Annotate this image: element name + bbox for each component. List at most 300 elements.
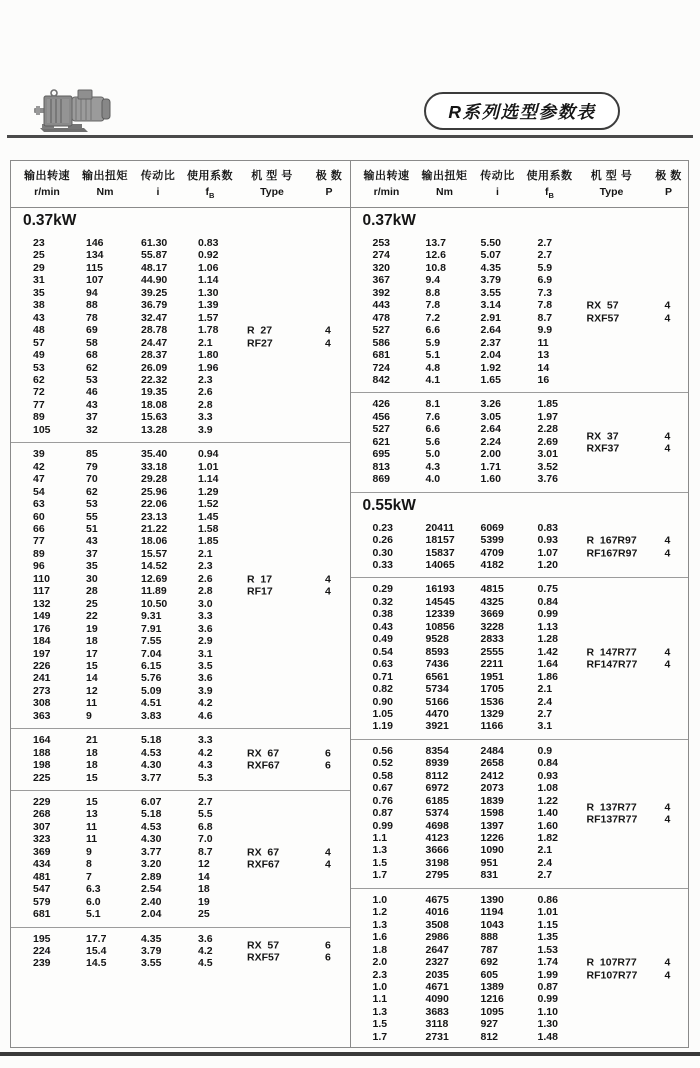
cell-service-factor: 1.40 [537,807,558,820]
cell-service-factor: 3.3 [198,411,213,424]
cell-output-speed: 586 [372,336,391,349]
cell-output-torque: 85 [86,448,98,461]
cell-output-speed: 53 [33,361,45,374]
section-heading: 0.55kW [362,496,416,514]
cell-output-torque: 10.8 [425,261,446,274]
table-row [11,473,350,485]
cell-ratio: 5.76 [141,672,162,685]
cell-service-factor: 2.3 [198,373,213,386]
cell-ratio: 927 [480,1018,499,1031]
cell-ratio: 3.20 [141,858,162,871]
table-header [11,161,688,208]
cell-ratio: 951 [480,856,499,869]
table-row [351,708,689,720]
cell-output-torque: 14065 [425,558,455,571]
cell-ratio: 2.00 [480,448,501,461]
cell-ratio: 6.07 [141,796,162,809]
cell-output-torque: 107 [86,274,104,287]
cell-service-factor: 3.6 [198,672,213,685]
cell-ratio: 2484 [480,744,504,757]
type-line [587,534,690,547]
cell-ratio: 18.08 [141,398,168,411]
type-designation: RF147R77 [586,658,638,671]
table-row [11,461,350,473]
cell-service-factor: 0.9 [537,744,553,757]
table-row [351,249,689,261]
table-row [11,362,350,374]
table-row [351,1031,689,1043]
cell-output-torque: 58 [86,336,98,349]
data-block [351,393,689,492]
cell-service-factor: 11 [537,336,549,349]
cell-output-speed: 273 [33,684,51,697]
cell-ratio: 4.51 [141,697,162,710]
cell-output-torque: 35 [86,560,98,573]
header-label-en: i [156,186,160,199]
cell-service-factor: 1.22 [537,794,558,807]
cell-output-speed: 117 [33,585,50,598]
type-designation: R 17 [247,573,273,586]
data-block [351,578,689,739]
cell-service-factor: 2.28 [537,423,558,436]
cell-ratio: 2.24 [480,435,501,448]
type-line [587,814,690,827]
table-row [11,697,350,709]
pole-number: 4 [664,658,671,671]
section-heading: 0.37kW [23,212,77,229]
cell-ratio: 1194 [480,906,504,919]
cell-output-speed: 29 [33,261,45,274]
cell-output-torque: 8354 [425,744,449,757]
cell-output-torque: 12339 [425,608,455,621]
table-row [11,883,350,895]
cell-output-torque: 15 [86,659,98,672]
pole-number: 4 [325,585,331,598]
table-row [351,362,689,374]
cell-output-torque: 2986 [425,931,449,944]
cell-service-factor: 2.4 [537,695,553,708]
type-designation: RXF67 [247,858,280,871]
cell-output-torque: 6.6 [425,324,441,337]
table-row [351,324,689,336]
table-row [351,931,689,943]
table-row [351,583,689,595]
cell-ratio: 1216 [480,993,504,1006]
cell-service-factor: 4.2 [198,945,213,958]
cell-output-speed: 1.3 [372,1005,388,1018]
cell-service-factor: 1.74 [537,956,558,969]
cell-ratio: 3669 [480,608,504,621]
pole-number: 4 [325,573,331,586]
cell-ratio: 5.18 [141,734,162,747]
cell-output-speed: 110 [33,572,50,585]
cell-ratio: 2.91 [480,311,501,324]
cell-ratio: 3.83 [141,709,162,722]
cell-ratio: 2.37 [480,336,501,349]
cell-ratio: 4.35 [141,932,162,945]
table-row [351,757,689,769]
cell-output-speed: 0.29 [372,583,393,596]
cell-output-torque: 28 [86,585,98,598]
cell-output-torque: 2731 [425,1030,449,1043]
table-row [11,237,350,249]
table-row [351,857,689,869]
type-designation: RF17 [247,585,273,598]
cell-output-speed: 0.38 [372,608,393,621]
cell-output-torque: 9.4 [425,274,441,287]
cell-output-speed: 63 [33,498,45,511]
type-designation: RXF57 [586,312,620,325]
cell-service-factor: 9.9 [537,324,553,337]
cell-output-speed: 0.33 [372,558,393,571]
cell-output-speed: 239 [33,957,51,970]
cell-service-factor: 0.86 [537,893,558,906]
header-label-en: Type [260,186,284,199]
table-row [11,411,350,423]
cell-output-torque: 8.8 [425,286,441,299]
table-row [351,770,689,782]
cell-output-torque: 13 [86,808,98,821]
cell-service-factor: 1.80 [198,349,219,362]
table-row [11,610,350,622]
table-row [11,734,350,746]
cell-service-factor: 0.83 [198,237,219,249]
cell-ratio: 3.05 [480,410,501,423]
type-designation: RX 37 [586,429,619,442]
type-designation: RX 67 [247,846,280,859]
cell-service-factor: 2.1 [198,336,213,349]
cell-output-torque: 8593 [425,645,449,658]
cell-ratio: 3228 [480,620,504,633]
cell-output-torque: 5166 [425,695,449,708]
cell-service-factor: 0.87 [537,981,558,994]
cell-ratio: 812 [480,1030,499,1043]
table-row [11,249,350,261]
cell-output-speed: 268 [33,808,51,821]
type-designation: R 27 [247,324,273,337]
pole-number: 4 [664,646,671,659]
cell-output-torque: 4470 [425,707,449,720]
cell-output-speed: 176 [33,622,51,635]
cell-service-factor: 0.99 [537,608,558,621]
cell-ratio: 4182 [480,558,504,571]
cell-output-torque: 15 [86,796,98,809]
cell-output-speed: 434 [33,858,51,871]
cell-ratio: 2211 [480,658,504,671]
table-row [11,623,350,635]
type-line [247,747,355,760]
cell-service-factor: 1.10 [537,1005,558,1018]
cell-service-factor: 3.5 [198,659,213,672]
cell-service-factor: 4.3 [198,759,213,772]
cell-output-torque: 14 [86,672,98,685]
cell-output-speed: 308 [33,697,51,710]
cell-output-speed: 392 [372,286,391,299]
table-row [351,844,689,856]
pole-number: 4 [664,442,671,455]
cell-output-torque: 15 [86,771,98,784]
cell-ratio: 25.96 [141,485,168,498]
type-designation: RF27 [247,337,273,350]
cell-service-factor: 0.93 [537,769,558,782]
table-row [351,461,689,473]
cell-service-factor: 2.7 [537,869,553,882]
cell-output-speed: 184 [33,635,51,648]
cell-output-speed: 0.43 [372,620,393,633]
header-label-cn: 传动比 [480,170,515,183]
cell-ratio: 2658 [480,757,504,770]
cell-output-torque: 12 [86,684,98,697]
cell-service-factor: 0.83 [537,521,558,534]
header-label-en: Type [599,186,624,199]
cell-output-speed: 456 [372,410,391,423]
cell-output-speed: 241 [33,672,51,685]
table-row [11,424,350,436]
cell-output-torque: 8 [86,858,92,871]
table-row [351,894,689,906]
cell-ratio: 2833 [480,633,504,646]
cell-output-torque: 4.8 [425,361,441,374]
type-line [247,939,355,952]
cell-ratio: 4.53 [141,820,162,833]
header-label-cn: 极 数 [655,170,682,183]
cell-ratio: 5.18 [141,808,162,821]
cell-service-factor: 1.28 [537,633,558,646]
table-row [11,511,350,523]
table-row [351,720,689,732]
table-row [351,869,689,881]
cell-output-speed: 363 [33,709,51,722]
cell-service-factor: 0.94 [198,448,219,461]
type-labels [587,956,690,981]
cell-ratio: 6.15 [141,659,162,672]
cell-output-torque: 20411 [425,521,455,534]
cell-service-factor: 3.76 [537,473,558,486]
cell-ratio: 2.64 [480,423,501,436]
header-cell [357,167,417,200]
cell-output-speed: 43 [33,311,45,324]
cell-ratio: 2.89 [141,870,162,883]
data-block [351,517,689,579]
data-block [351,232,689,393]
header-label-cn: 极 数 [315,170,343,183]
table-row [351,621,689,633]
cell-output-speed: 1.0 [372,981,388,994]
pole-number: 4 [664,534,671,547]
type-labels [247,939,355,964]
cell-output-torque: 62 [86,485,98,498]
table-row [351,596,689,608]
table-row [351,671,689,683]
cell-output-torque: 22 [86,610,98,623]
cell-output-torque: 37 [86,547,98,560]
cell-output-torque: 2327 [425,956,449,969]
table-row [351,782,689,794]
table-row [351,919,689,931]
cell-output-speed: 274 [372,249,391,262]
table-row [11,560,350,572]
cell-service-factor: 5.3 [198,771,213,784]
cell-output-torque: 3198 [425,856,449,869]
cell-service-factor: 1.85 [198,535,219,548]
cell-output-torque: 4675 [425,893,449,906]
table-row [351,411,689,423]
cell-output-torque: 14.5 [86,957,107,970]
cell-ratio: 33.18 [141,460,168,473]
cell-output-speed: 2.0 [372,956,388,969]
cell-ratio: 26.09 [141,361,168,374]
type-line [247,573,355,586]
cell-output-torque: 8112 [425,769,449,782]
type-line [587,659,690,672]
table-row [351,262,689,274]
cell-service-factor: 8.7 [198,845,213,858]
table-row [351,374,689,386]
cell-service-factor: 2.7 [537,707,553,720]
cell-service-factor: 0.84 [537,757,558,770]
cell-output-torque: 32 [86,423,98,436]
cell-ratio: 28.78 [141,324,168,337]
cell-service-factor: 1.97 [537,410,558,423]
header-label-en: Nm [436,186,453,199]
cell-ratio: 48.17 [141,261,168,274]
cell-output-torque: 6.6 [425,423,441,436]
cell-ratio: 2.40 [141,895,162,908]
header-cell [577,167,647,200]
cell-service-factor: 1.96 [198,361,219,374]
type-line [587,956,690,969]
cell-output-speed: 323 [33,833,51,846]
cell-output-speed: 35 [33,286,45,299]
cell-output-torque: 5.0 [425,448,441,461]
header-label-en: $f_B$ [545,186,554,201]
cell-ratio: 18.06 [141,535,168,548]
cell-output-speed: 527 [372,324,391,337]
cell-output-torque: 12.6 [425,249,446,262]
cell-service-factor: 0.99 [537,993,558,1006]
cell-output-torque: 94 [86,286,98,299]
cell-ratio: 23.13 [141,510,168,523]
cell-output-speed: 724 [372,361,391,374]
cell-output-torque: 3666 [425,844,449,857]
table-row [11,523,350,535]
top-divider [7,135,693,138]
type-designation: RX 57 [247,939,280,952]
cell-output-speed: 226 [33,659,51,672]
type-line [247,952,355,965]
cell-output-torque: 4016 [425,906,449,919]
cell-output-speed: 2.3 [372,968,388,981]
cell-ratio: 15.63 [141,411,168,424]
cell-output-speed: 369 [33,845,51,858]
cell-ratio: 9.31 [141,610,162,623]
cell-output-speed: 0.54 [372,645,393,658]
cell-service-factor: 2.69 [537,435,558,448]
cell-service-factor: 1.30 [198,286,219,299]
cell-output-torque: 5.6 [425,435,441,448]
cell-ratio: 831 [480,869,499,882]
table-row [11,808,350,820]
cell-ratio: 4.30 [141,833,162,846]
cell-service-factor: 2.4 [537,856,553,869]
cell-output-speed: 198 [33,759,51,772]
cell-ratio: 5.50 [480,237,501,249]
cell-output-torque: 3118 [425,1018,449,1031]
pole-number: 6 [325,759,331,772]
cell-output-torque: 5.1 [425,349,441,362]
cell-output-speed: 105 [33,423,51,436]
header-cell [133,167,183,200]
cell-ratio: 3.55 [141,957,162,970]
cell-output-torque: 21 [86,734,98,747]
cell-ratio: 3.79 [141,945,162,958]
cell-ratio: 4709 [480,546,504,559]
cell-output-speed: 695 [372,448,391,461]
header-cell [17,167,77,200]
cell-output-torque: 3683 [425,1005,449,1018]
cell-output-torque: 37 [86,411,98,424]
header-label-cn: 传动比 [140,170,176,183]
type-labels [587,430,690,455]
cell-output-speed: 0.90 [372,695,393,708]
cell-ratio: 4.30 [141,759,162,772]
cell-service-factor: 1.58 [198,522,219,535]
cell-service-factor: 2.9 [198,635,213,648]
cell-output-torque: 9 [86,709,92,722]
type-line [587,312,690,325]
table-row [11,660,350,672]
table-row [351,522,689,534]
cell-service-factor: 0.84 [537,595,558,608]
table-row [11,821,350,833]
header-label-cn: 输出转速 [24,170,70,183]
cell-ratio: 36.79 [141,299,168,312]
table-row [351,473,689,485]
cell-output-speed: 842 [372,373,391,386]
cell-service-factor: 3.52 [537,460,558,473]
cell-output-torque: 62 [86,361,98,374]
pole-number: 4 [664,547,671,560]
header-cell [473,167,523,200]
cell-service-factor: 13 [537,349,550,362]
cell-ratio: 605 [480,968,499,981]
cell-output-torque: 3508 [425,918,449,931]
cell-ratio: 1329 [480,707,504,720]
cell-output-speed: 57 [33,336,45,349]
header-cell [183,167,237,200]
cell-output-speed: 0.32 [372,595,393,608]
cell-output-torque: 10856 [425,620,455,633]
type-line [587,547,690,560]
cell-output-speed: 25 [33,249,45,262]
table-row [351,237,689,249]
cell-output-torque: 88 [86,299,98,312]
cell-ratio: 7.55 [141,635,162,648]
cell-ratio: 22.32 [141,373,168,386]
cell-service-factor: 7.0 [198,833,213,846]
type-designation: R 137R77 [586,801,637,814]
cell-output-speed: 443 [372,299,391,312]
table-row [11,274,350,286]
cell-output-speed: 1.1 [372,993,388,1006]
cell-output-torque: 5734 [425,683,449,696]
cell-output-speed: 681 [33,908,51,921]
r-series-selection-table [10,160,689,1048]
cell-output-torque: 2795 [425,869,449,882]
table-row [11,796,350,808]
header-label-cn: 输出扭矩 [421,170,468,183]
cell-ratio: 3.26 [480,398,501,411]
